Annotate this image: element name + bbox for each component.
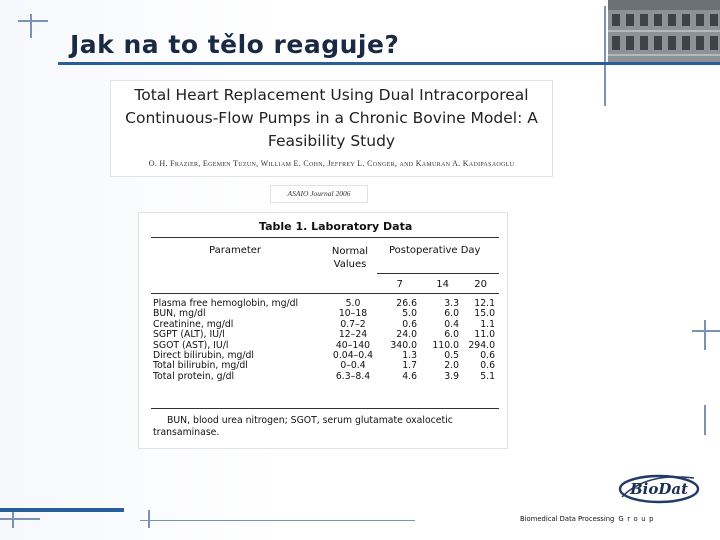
cell-day-14: 3.3 — [444, 298, 459, 309]
footer-tagline — [520, 515, 657, 523]
table-rule-postop — [377, 273, 499, 274]
table-rule-bottom — [151, 408, 499, 409]
cell-day-14: 110.0 — [432, 339, 459, 351]
cell-day-7: 4.6 — [402, 370, 417, 382]
cell-day-14: 6.0 — [444, 308, 459, 320]
cell-parameter: BUN, mg/dl — [153, 308, 206, 320]
cell-day-20: 1.1 — [480, 318, 495, 330]
cell-day-7: 5.0 — [402, 308, 417, 320]
cell-normal: 5.0 — [345, 298, 361, 309]
header-postoperative-day: Postoperative Day — [389, 245, 481, 256]
cell-normal: 0.7–2 — [340, 318, 366, 330]
paper-authors: O. H. Frazier, Egemen Tuzun, William E. Cohn, Jeffrey L. Conger, and Kamuran A. Kadipasaoglu — [148, 159, 515, 168]
cell-day-7: 24.0 — [396, 329, 417, 341]
cell-day-7: 1.3 — [402, 350, 417, 361]
cell-day-14: 0.5 — [444, 350, 459, 361]
cell-parameter: Direct bilirubin, mg/dl — [153, 350, 255, 361]
cell-day-20: 5.1 — [480, 370, 495, 382]
cell-day-14: 6.0 — [444, 329, 459, 341]
cell-day-7: 0.6 — [402, 318, 417, 330]
corner-cross-top-right-vertical — [604, 6, 606, 106]
cell-normal: 0.04–0.4 — [332, 350, 374, 361]
bottom-thin-line — [140, 520, 415, 521]
cell-day-20: 0.6 — [480, 360, 495, 372]
cell-day-14: 3.9 — [444, 370, 459, 382]
table-caption: Table 1. Laboratory Data — [259, 220, 413, 233]
cell-day-7: 1.7 — [402, 360, 417, 372]
header-parameter: Parameter — [209, 245, 262, 256]
cell-normal: 10–18 — [338, 308, 368, 320]
corner-cross-top-left-horizontal — [18, 20, 48, 22]
cell-parameter: Creatinine, mg/dl — [153, 318, 234, 330]
cell-parameter: Total bilirubin, mg/dl — [153, 360, 248, 372]
header-day-14: 14 — [436, 279, 449, 290]
cell-normal: 6.3–8.4 — [335, 370, 371, 382]
cell-day-20: 12.1 — [474, 298, 495, 309]
cell-normal: 0–0.4 — [340, 360, 366, 372]
title-underline — [58, 62, 720, 65]
cell-day-14: 2.0 — [444, 360, 459, 372]
slide-title: Jak na to tělo reaguje? — [70, 30, 400, 59]
cell-day-7: 340.0 — [390, 339, 417, 351]
cell-parameter: Total protein, g/dl — [153, 370, 235, 382]
building-photo — [608, 0, 720, 62]
bottom-accent-bar — [0, 508, 124, 512]
cell-day-14: 0.4 — [444, 318, 459, 330]
paper-header-image — [110, 80, 553, 177]
corner-cross-right-vertical — [704, 320, 706, 350]
journal-citation: ASAIO Journal 2006 — [270, 185, 368, 203]
cell-day-7: 26.6 — [396, 298, 417, 309]
header-normal-values: Normal Values — [331, 246, 369, 270]
cell-day-20: 11.0 — [474, 329, 495, 341]
svg-text:BioDat: BioDat — [629, 480, 689, 498]
corner-cross-bottom-left-horizontal — [0, 518, 40, 520]
cell-parameter: Plasma free hemoglobin, mg/dl — [153, 298, 299, 309]
corner-cross-right-vertical-2 — [704, 405, 706, 435]
table-footnote-text: BUN, blood urea nitrogen; SGOT, serum glutamate oxalocetic transaminase. — [153, 415, 453, 438]
cell-normal: 40–140 — [335, 339, 371, 351]
tagline-main: Biomedical Data Processing — [520, 515, 615, 523]
table-rule-header — [151, 293, 499, 294]
table-rule-top — [151, 237, 499, 238]
table-footnote — [153, 415, 499, 438]
table-row — [153, 372, 497, 382]
paper-title: Total Heart Replacement Using Dual Intracorporeal Continuous-Flow Pumps in a Chronic Bovine Model: A Feasibility Study — [125, 86, 538, 150]
cell-day-20: 15.0 — [474, 308, 495, 320]
header-day-20: 20 — [474, 279, 487, 290]
cell-parameter: SGPT (ALT), IU/l — [153, 329, 225, 341]
laboratory-data-table — [138, 212, 508, 449]
corner-cross-bottom-vertical — [148, 510, 150, 528]
cell-parameter: SGOT (AST), IU/l — [153, 339, 229, 351]
header-day-7: 7 — [396, 279, 403, 290]
corner-cross-right-horizontal — [692, 330, 720, 332]
biodat-logo — [616, 470, 702, 506]
cell-day-20: 294.0 — [468, 339, 495, 351]
cell-day-20: 0.6 — [480, 350, 495, 361]
corner-cross-top-left-vertical — [30, 14, 32, 38]
tagline-group: Group — [618, 515, 658, 523]
cell-normal: 12–24 — [338, 329, 368, 341]
